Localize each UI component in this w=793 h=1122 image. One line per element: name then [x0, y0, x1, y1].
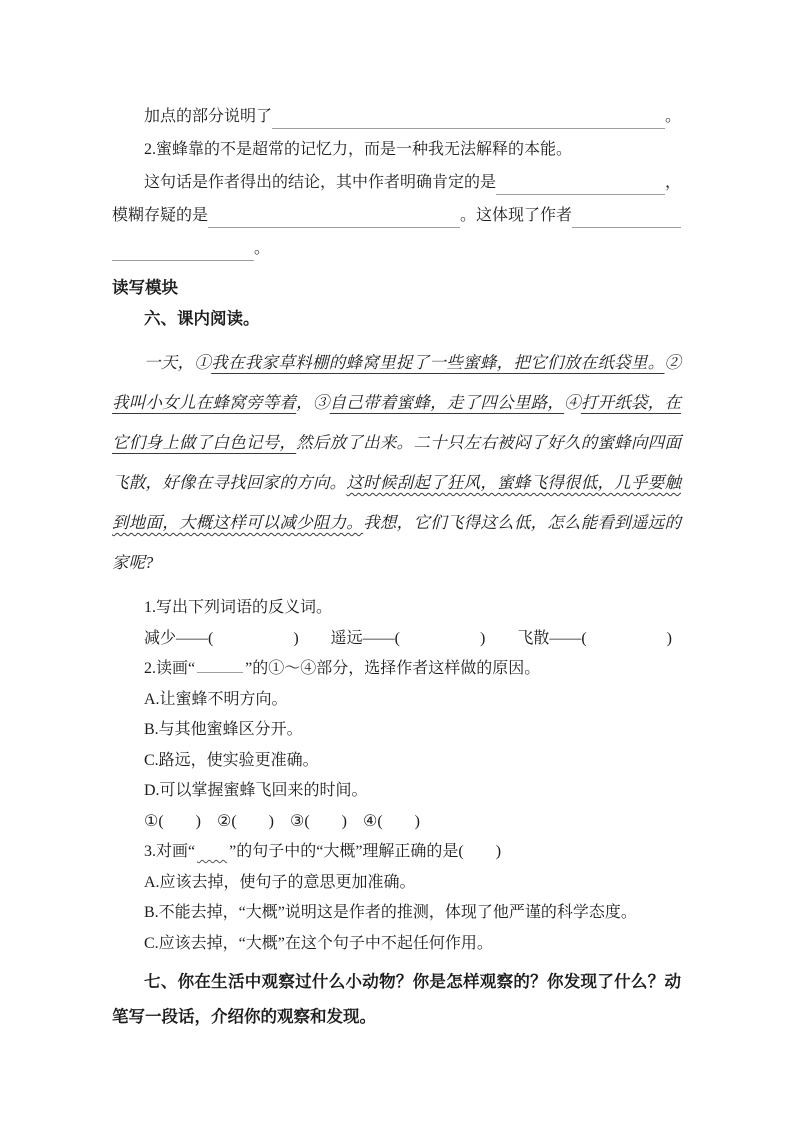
answer-blank	[272, 118, 665, 129]
answer-blank	[208, 217, 460, 228]
question-2-option-a: A.让蜜蜂不明方向。	[144, 690, 288, 708]
section-six-title: 六、课内阅读。	[144, 310, 260, 328]
reading-passage	[112, 343, 681, 583]
passage-lead: 一天，	[144, 353, 195, 372]
question-3-option-a: A.应该去掉，使句子的意思更加准确。	[144, 873, 416, 891]
fill-blank-line-explain	[112, 100, 681, 133]
question-2-option-b: B.与其他蜜蜂区分开。	[144, 721, 303, 738]
question-1-title: 1.写出下列词语的反义词。	[144, 599, 333, 616]
question-2-option-d: D.可以掌握蜜蜂飞回来的时间。	[144, 782, 368, 799]
question-1-antonym-blanks: 减少——( ) 遥远——( ) 飞散——( )	[144, 629, 672, 647]
underlined-segment-3: 自己带着蜜蜂，走了四公里路，	[329, 393, 565, 412]
passage-plain-2: 然后放了出来。二十只左右被闷了好久的蜜蜂向四面飞散，好像在寻找回家的方向。	[112, 433, 682, 492]
answer-blank	[572, 217, 681, 228]
question-2-answer-line: ①( ) ②( ) ③( ) ④( )	[144, 812, 421, 830]
question-2-option-c: C.路远，使实验更准确。	[144, 751, 319, 769]
passage-plain-1: ，	[296, 393, 313, 412]
wavy-line-mark	[197, 843, 227, 860]
wavy-underlined-segment: 这时候刮起了狂风，蜜蜂飞得很低，几乎要触到地面，大概这样可以减少阻力。	[112, 473, 682, 532]
circled-number-3: ③	[312, 393, 330, 412]
question-3-option-b: B.不能去掉，“大概”说明这是作者的推测，体现了他严谨的科学态度。	[144, 904, 637, 921]
question-3-title: 3.对画“ ”的句子中的“大概”理解正确的是( )	[144, 843, 502, 860]
fill-blank-line-tail: 。	[112, 232, 681, 265]
underline-mark	[197, 660, 243, 673]
answer-blank	[496, 184, 665, 195]
circled-number-4: ④	[564, 393, 581, 412]
fill-blank-line-doubt: 模糊存疑的是 。这体现了作者	[112, 199, 681, 232]
circled-number-2: ②	[664, 353, 682, 372]
underlined-segment-2: 我叫小女儿在蜂窝旁等着	[112, 393, 297, 412]
section-seven-prompt: 七、你在生活中观察过什么小动物？你是怎样观察的？你发现了什么？动笔写一段话，介绍你的观察和发现。	[112, 973, 681, 1026]
module-header: 读写模块	[112, 279, 178, 297]
circled-number-1: ①	[194, 353, 212, 372]
question-2-sentence: 2.蜜蜂靠的不是超常的记忆力，而是一种我无法解释的本能。	[144, 141, 573, 158]
blank-line-prefix: 加点的部分说明了	[144, 108, 273, 125]
passage-plain-3: 我想，它们飞得这么低，怎么能看到遥远的家呢?	[112, 513, 682, 572]
question-2-title: 2.读画“ ”的①～④部分，选择作者这样做的原因。	[144, 660, 541, 677]
blank-line-suffix: 。	[664, 108, 681, 125]
answer-blank	[112, 250, 254, 261]
fill-blank-line-certain: 这句话是作者得出的结论，其中作者明确肯定的是 ，	[112, 166, 681, 199]
question-3-option-c: C.应该去掉，“大概”在这个句子中不起任何作用。	[144, 934, 493, 952]
underlined-segment-4: 打开纸袋，在它们身上做了白色记号，	[112, 393, 682, 452]
underlined-segment-1: 我在我家草料棚的蜂窝里捉了一些蜜蜂，把它们放在纸袋里。	[211, 353, 665, 372]
